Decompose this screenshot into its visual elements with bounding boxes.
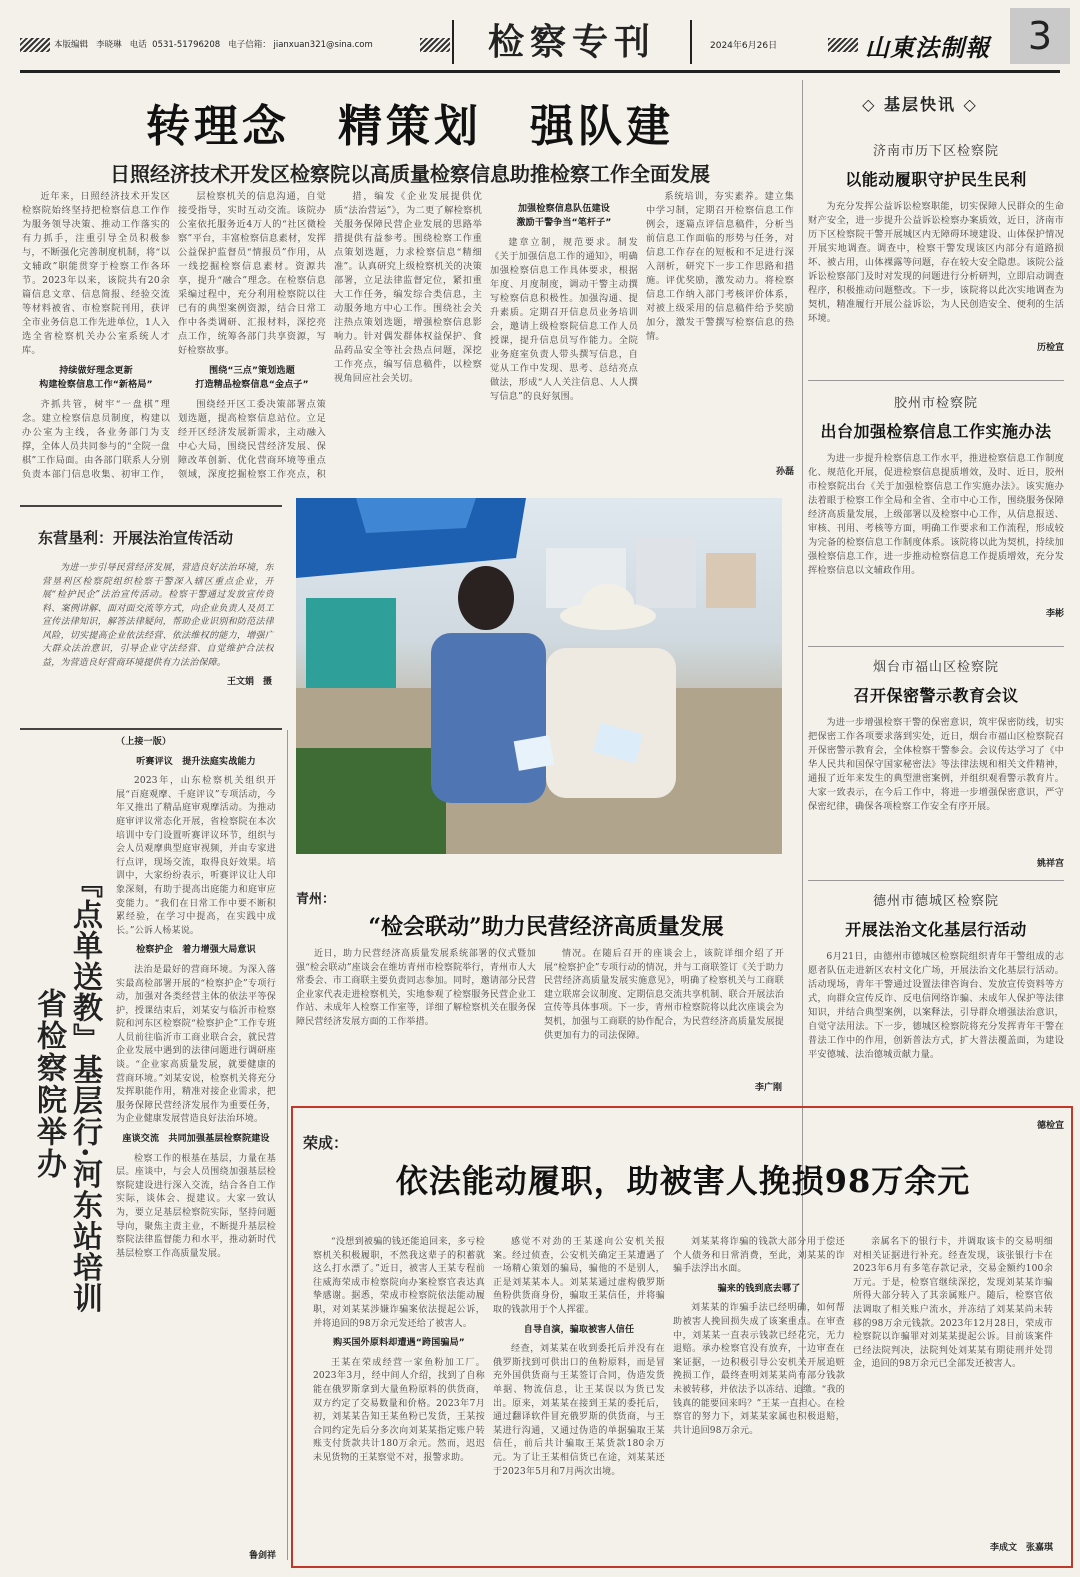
lead-col-1 [22,190,170,480]
masthead [20,14,1070,70]
lead-col1-text: 近年来，日照经济技术开发区检察院始终坚持把检察信息工作作为服务领导决策、推动工作落实的有力抓手，注重引导全员积极参与，不断强化完善制度机制，将“以文辅政”职能贯穿于检察工作各环节。2023年以来，该院共有20余篇信息文章、信息简报、经验交流等材料被省、市检察院刊用，获评全市业务信息工作先进单位，1人入选全省检察机关办公室系统人才库。 [22,191,170,356]
vertical-body-3: 检察工作的根基在基层，力量在基层。座谈中，与会人员围绕加强基层检察院建设进行深入交流，结合各自工作实际，谈体会、提建议。大家一致认为，要立足基层检察院实际，坚持问题导向，聚焦主责主业，不断提升基层检察院法律监督能力和水平，推动新时代基层检察工作高质量发展。 [116,1153,276,1259]
rongcheng-col4-text: 亲属名下的银行卡，并调取该卡的交易明细对相关证据进行补充。经查发现，该张银行卡在2023年6月有多笔存款记录，交易金额约100余万元。于是，检察官继续深挖，发现刘某某诈骗所得大部分转入了其亲属账户。随后，检察官依法调取了相关账户流水，并冻结了刘某某尚未转移的98万余元钱款。2023年12月28日，荣成市检察院以诈骗罪对刘某某提起公诉。目前该案件已经法院判决，法院判处刘某某有期徒刑并处罚金，追回的98万余元已全部发还被害人。 [853,1237,1053,1370]
vertical-subheading-2: 检察护企 着力增强大局意识 [136,945,256,956]
masthead-rule [20,70,1060,73]
section-title: 检察专刊 [452,20,692,64]
kuaixun-author: 德检宣 [1036,1121,1064,1131]
editor-label: 本版编辑 [54,40,89,50]
kuaixun-body [808,716,1064,856]
kuaixun-org: 烟台市福山区检察院 [872,660,999,675]
rongcheng-col2-subheading: 自导自演，骗取被害人信任 [523,1324,635,1335]
kuaixun-item-4 [808,890,1064,1131]
page-number: 3 [1010,8,1070,64]
kuaixun-item-3 [808,656,1064,869]
kuaixun-item-1 [808,140,1064,353]
newspaper-logo: 山東法制報 [865,33,990,62]
kuaixun-body [808,452,1064,606]
qingzhou-body-2: 情况。在随后召开的座谈会上，该院详细介绍了开展“检察护企”专项行动的情况，并与工商联签订《关于助力民营经济高质量发展实施意见》，明确了检察机关与工商联建立联席会议制度、定期信息交流共享机制、联合开展法治宣传等具体事项。下一步，青州市检察院将以此次座谈会为契机，加强与工商联的协作配合，为民营经济高质量发展提供更加有力的司法保障。 [544,949,784,1041]
kuaixun-divider-3 [808,880,1064,881]
kuaixun-label: ◇ 基层快讯 ◇ [862,95,978,114]
kuaixun-title: 以能动履职守护民生民利 [845,170,1027,189]
dongying-box [20,505,282,695]
kuaixun-divider-1 [808,380,1064,381]
kuaixun-divider-2 [808,646,1064,647]
phone-label: 电话 [129,40,147,50]
rongcheng-col3-text-b: 刘某某的诈骗手法已经明确，如何帮助被害人挽回损失成了该案重点。在审查中，刘某某一直表示钱款已经花完，无力退赔。承办检察官没有放弃，一边审查在案证据，一边积极引导公安机关开展追赃挽损工作，最终查明刘某某尚有部分钱款未被转移，并依法予以冻结、追缴。“我的钱真的能要回来吗？”王某一直担心。在检察官的努力下，刘某某家属也积极退赔，共计追回98万余元。 [673,1303,845,1436]
dongying-body [42,562,274,674]
rongcheng-col-2 [493,1236,665,1556]
rongcheng-col1-text: “没想到被骗的钱还能追回来，多亏检察机关积极履职，不然我这辈子的积蓄就这么打水漂了。”近日，被害人王某专程前往威海荣成市检察院向办案检察官表达真挚感谢。据悉，荣成市检察院依法能动履职，对刘某某涉嫌诈骗案依法提起公诉，并将追回的98万余元发还给了被害人。 [313,1237,485,1329]
kuaixun-body-text: 6月21日，由德州市德城区检察院组织青年干警组成的志愿者队伍走进新区农村文化广场，开展法治文化基层行活动。活动现场，青年干警通过设置法律咨询台、发放宣传资料等方式，向群众宣传反诈、反电信网络诈骗、未成年人保护等法律知识，并结合典型案例，以案释法，引导群众增强法治意识，自觉守法用法。下一步，德城区检察院将充分发挥青年干警在普法工作中的作用，创新普法方式，扩大普法覆盖面，为建设平安德城、法治德城贡献力量。 [808,951,1064,1060]
lead-col1-subheading: 持续做好理念更新 构建检察信息工作“新格局” [39,366,153,390]
left-column-divider [287,730,288,1560]
vertical-body-2: 法治是最好的营商环境。为深入落实最高检部署开展的“检察护企”专项行动，加强对各类经营主体的依法平等保护，授课结束后，刘某安与临沂市检察院和河东区检察院“检察护企”工作专班人员前往临沂市工商业联合会，就民营企业发展中遇到的法律问题进行调研座谈。“企业家高质量发展，就要健康的营商环境。”刘某安说，检察机关将充分发挥职能作用，精准对接企业需求，把服务保障民营经济发展作为重要任务，为企业健康发展营造良好法治环境。 [116,964,276,1125]
rongcheng-place: 荣成： [303,1134,349,1152]
masthead-hatch-mid [420,38,450,52]
kuaixun-org: 德州市德城区检察院 [872,894,999,909]
kuaixun-org: 济南市历下区检察院 [872,144,999,159]
kuaixun-author: 历检宣 [1036,343,1064,353]
vertical-note: （上接一版） [116,737,172,747]
rongcheng-col2-text: 感觉不对劲的王某遂向公安机关报案。经过侦查，公安机关确定王某遭遇了一场精心策划的骗局，骗他的不是别人，正是刘某某本人。刘某某通过虚构俄罗斯鱼粉供货商身份，骗取王某信任，并将骗取的钱款用于个人挥霍。 [493,1237,665,1315]
issue-date: 2024年6月26日 [710,41,778,51]
dongying-title: 东营垦利：开展法治宣传活动 [38,529,234,547]
dongying-author: 王文娟 摄 [226,677,272,687]
rongcheng-col-4 [853,1236,1053,1536]
rongcheng-col1-text-b: 王某在荣成经营一家鱼粉加工厂。2023年3月，经中间人介绍，找到了自称能在俄罗斯拿到大量鱼粉原料的供货商，双方约定了交易数量和价格。2023年7月初，刘某某告知王某鱼粉已发货，王某按合同约定先后分多次向刘某某指定账户转账支付货款共计180万余元。然而，迟迟未见货物的王某察觉不对，报警求助。 [313,1357,485,1463]
kuaixun-title: 开展法治文化基层行活动 [845,920,1027,939]
lead-headline: 转理念 精策划 强队建 [146,101,674,152]
lead-col2-text: 层检察机关的信息沟通，自觉接受指导，实时互动交流。该院办公室依托服务近4万人的“社区微检察”平台，丰富检察信息素材，发挥公益保护监督员“情报员”作用，从一线挖掘检察信息素材。资源共享，提升“融合”理念。在检察信息采编过程中，充分利用检察院以往已有的典型案例资源，结合日常工作中各类调研、汇报材料，深挖亮点工作，统筹各部门共享资源，写好检察故事。 [178,191,326,356]
lead-col-4 [490,190,638,480]
vertical-article-body [116,736,276,1544]
lead-author: 孙磊 [775,467,794,477]
kuaixun-item-2 [808,392,1064,619]
masthead-info [54,38,373,50]
rongcheng-col-1 [313,1236,485,1556]
rongcheng-col3-subheading: 骗来的钱到底去哪了 [717,1283,801,1294]
vertical-subheading-1: 听赛评议 提升法庭实战能力 [136,756,256,767]
masthead-hatch [20,38,50,52]
lead-col4-subheading: 加强检察信息队伍建设 激励干警争当“笔杆子” [516,204,612,228]
qingzhou-col-2 [544,948,784,1078]
kuaixun-author: 姚祥宫 [1036,859,1064,869]
qingzhou-body-1: 近日，助力民营经济高质量发展系统部署的仪式暨加强“检会联动”座谈会在维坊青州市检察院举行，青州市人大常委会、市工商联主要负责同志参加。同时，邀请部分民营企业家代表走进检察机关，实地参观了检察服务民营企业工作站、未成年人检察工作室等，详细了解检察机关在服务保障民营经济发展方面的工作举措。 [296,949,536,1027]
kuaixun-title: 出台加强检察信息工作实施办法 [820,422,1052,441]
lead-col2-subheading: 围绕“三点”策划选题 打造精品检察信息“金点子” [195,366,309,390]
qingzhou-title: “检会联动”助力民营经济高质量发展 [368,914,724,940]
vertical-title-a: 『点单送教』基层行·河东站培训 [67,868,102,1314]
kuaixun-title: 召开保密警示教育会议 [853,686,1019,705]
rongcheng-title: 依法能动履职，助被害人挽损98万余元 [395,1162,971,1200]
phone-number: 0531-51796208 [152,40,221,50]
news-photo [296,498,782,854]
qingzhou-col-1 [296,948,536,1098]
lead-col-3 [334,190,482,480]
vertical-section-top-rule [20,728,282,730]
lead-col-5 [646,190,794,462]
kuaixun-author: 李彬 [1045,609,1064,619]
lead-col5-text: 系统培训，夯实素养。建立集中学习制，定期召开检察信息工作例会，逐篇点评信息稿件，分析当前信息工作面临的形势与任务，对信息工作存在的短板和不足进行深入剖析，研究下一步工作思路和措施。评优奖励，激发动力。将检察信息工作纳入部门考核评价体系，对被上级采用的信息稿件给予奖励加分，激发干警撰写检察信息的热情。 [646,191,794,342]
vertical-title-b: 省检察院举办 [31,988,66,1180]
kuaixun-body-text: 为进一步提升检察信息工作水平，推进检察信息工作制度化、规范化开展，促进检察信息提质增效，及时、近日，胶州市检察院出台《关于加强检察信息工作实施办法》。该实施办法着眼于检察工作全局和全省、全市中心工作，围绕服务保障经济高质量发展，上级部署以及检察中心工作，从信息报送、审核、刊用、考核等方面，明确工作要求和工作流程，形成较为完备的检察信息工作制度体系。该院将以此为契机，持续加强检察信息工作，进一步推动检察信息工作提质增效，充分发挥检察信息以文辅政作用。 [808,453,1064,576]
masthead-hatch-right [828,38,858,52]
editor-name: 李晓琳 [96,40,122,50]
kuaixun-body [808,200,1064,340]
lead-col2-text-b: 围绕经开区工委决策部署点策划选题，提高检察信息站位。立足经开区经济发展新需求，主动融入中心大局，围绕民营经济发展、保障改革创新、优化营商环境等重点领域，深度挖掘检察工作亮点，积 [178,399,326,480]
email-label: 电子信箱： [228,40,271,50]
rongcheng-col-3 [673,1236,845,1556]
rongcheng-author: 李成文 张嘉琪 [989,1543,1053,1553]
vertical-subheading-3: 座谈交流 共同加强基层检察院建设 [122,1134,270,1145]
kuaixun-body [808,950,1064,1118]
rongcheng-col1-subheading: 购买国外原料却遭遇“跨国骗局” [333,1338,465,1349]
news-photo-scene [296,498,782,854]
kuaixun-body-text: 为充分发挥公益诉讼检察职能，切实保障人民群众的生命财产安全，进一步提升公益诉讼检察办案质效，近日，济南市历下区检察院干警开展城区内无障碍环境建设、山体保护情况开展实地调查。调查中，检察干警发现该区内部分有道路损坏、被占用，山体裸露等问题，存在较大安全隐患。该院公益诉讼检察部门及时对发现的问题进行分析研判，立即启动调查程序，积极推动问题整改。下一步，该院将以此次实地调查为契机，精准履行开展公益诉讼，为人民创造安全、便利的生活环境。 [808,201,1064,324]
rongcheng-col3-text: 刘某某将诈骗的钱款大部分用于偿还个人债务和日常消费，至此，刘某某的诈骗手法浮出水面。 [673,1237,845,1275]
lead-col-2 [178,190,326,480]
vertical-body-1: 2023年，山东检察机关组织开展“百庭观摩、千庭评议”专项活动，今年又推出了精品庭审观摩活动。为推动庭审评议常态化开展，省检察院在本次培训中专门设置听赛评议环节，组织与会人员观摩典型庭审视频，并由专家进行点评，现场交流，取得良好效果。培训中，大家纷纷表示，听赛评议让人印象深刻，有助于提高出庭能力和庭审应变能力。“我们在日常工作中要不断积累经验，在学习中提高，在实践中成长。”公诉人杨某说。 [116,776,276,936]
dongying-body-text: 为进一步引导民营经济发展，营造良好法治环境，东营垦利区检察院组织检察干警深入辖区重点企业，开展“检护民企”法治宣传活动。检察干警通过发放宣传资料、案例讲解、面对面交流等方式，向企业负责人及员工宣传法律知识，解答法律疑问，帮助企业识别和防范法律风险，切实提高企业依法经营、依法维权的能力，增强广大群众法治意识，引导企业守法经营、自觉维护合法权益，为营造良好营商环境提供有力法治保障。 [42,563,274,668]
lead-col3-text: 措，编发《企业发展提供优质“法治营运”》，为二更了解检察机关服务保障民营企业发展的思路举措提供有益参考。围绕检察工作重点策划选题，力求检察信息“精细准”。认真研究上级检察机关的决策部署，立足法律监督定位，紧扣重大工作任务，编发综合类信息，主动服务地方中心工作。围绕社会关注热点策划选题，增强检察信息影响力。针对偶发群体权益保护、食品药品安全等社会热点问题，深挖工作亮点，编写信息稿件，以检察视角回应社会关切。 [334,191,482,384]
rongcheng-box [291,1106,1073,1568]
lead-col4-text: 建章立制，规范要求。制发《关于加强信息工作的通知》，明确加强检察信息工作具体要求，根据年度、月度制度，调动干警主动撰写检察信息积极性。加强沟通、提升素质。定期召开信息员业务培训会，邀请上级检察院信息工作人员授课，提升信息员写作能力。全院业务庭室负责人带头撰写信息，自觉从工作中发现、思考、总结亮点做法，形成“人人关注信息、人人撰写信息”的良好氛围。 [490,237,638,402]
vertical-author: 鲁剑祥 [248,1551,276,1561]
rongcheng-col2-text-b: 经查，刘某某在收到委托后并没有在俄罗斯找到可供出口的鱼粉原料，而是冒充外国供货商与王某签订合同，伪造发货单据、物流信息，让王某误以为货已发出。原来，刘某某在接到王某的委托后，通过翻译软件冒充俄罗斯的供货商，与王某进行沟通，又通过伪造的单据骗取王某信任，前后共计骗取王某货款180余万元。为了让王某相信货已在途，刘某某还于2023年5月和7月两次出境。 [493,1344,665,1477]
kuaixun-body-text: 为进一步增强检察干警的保密意识，筑牢保密防线，切实把保密工作各项要求落到实处，近日，烟台市福山区检察院召开保密警示教育会，全体检察干警参会。会议传达学习了《中华人民共和国保守国家秘密法》等法律法规和相关文件精神，通报了近年来发生的典型泄密案例，并组织观看警示教育片。大家一致表示，在今后工作中，将进一步增强保密意识，严守保密纪律，确保各项检察工作安全有序开展。 [808,717,1064,812]
lead-subheadline: 日照经济技术开发区检察院以高质量检察信息助推检察工作全面发展 [110,162,710,186]
kuaixun-org: 胶州市检察院 [893,396,978,411]
lead-col1-text-b: 齐抓共管，树牢“一盘棋”理念。建立检察信息员制度，构建以办公室为主线，各业务部门为支撑，全体人员共同参与的“全院一盘棋”工作局面。由各部门联系人分别负责本部门信息收集、初审工作， [22,399,170,480]
qingzhou-place: 青州： [296,892,336,907]
email-address: jianxuan321@sina.com [273,40,373,50]
qingzhou-author: 李广刚 [754,1083,782,1093]
